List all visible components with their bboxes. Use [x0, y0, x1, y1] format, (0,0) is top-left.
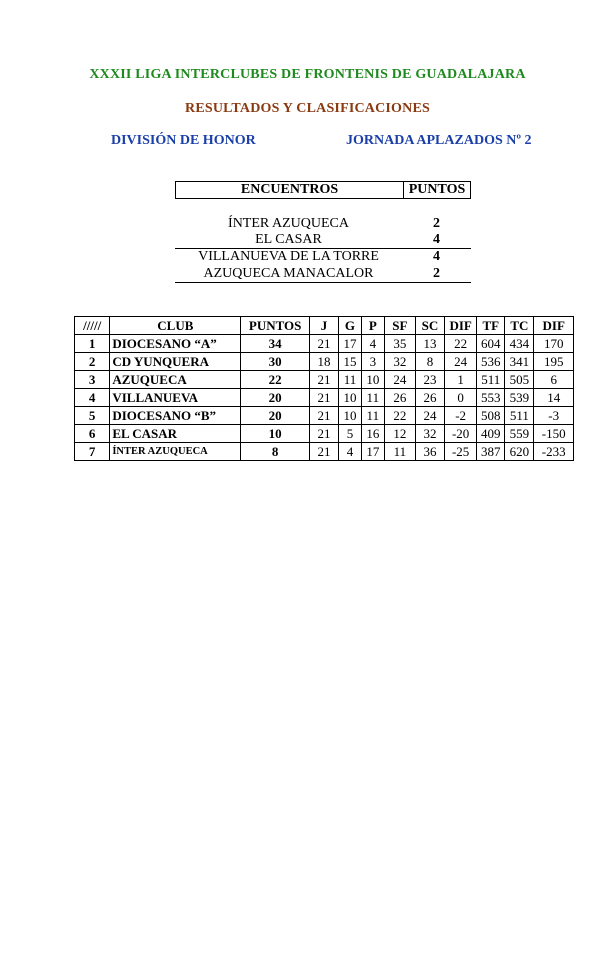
cell-sc: 36 — [415, 443, 444, 461]
cell-position: 2 — [75, 353, 110, 371]
cell-sc: 23 — [415, 371, 444, 389]
cell-dif-tantos: -150 — [534, 425, 574, 443]
col-header-sf: SF — [384, 317, 415, 335]
cell-position: 6 — [75, 425, 110, 443]
cell-g: 15 — [339, 353, 362, 371]
division-label: DIVISIÓN DE HONOR — [111, 133, 256, 148]
cell-sc: 26 — [415, 389, 444, 407]
cell-club: ÍNTER AZUQUECA — [110, 443, 241, 461]
cell-p: 17 — [361, 443, 384, 461]
cell-sf: 26 — [384, 389, 415, 407]
cell-sf: 32 — [384, 353, 415, 371]
cell-tf: 508 — [477, 407, 505, 425]
cell-dif-tantos: 6 — [534, 371, 574, 389]
encuentros-points: 2 — [433, 266, 440, 281]
cell-club: CD YUNQUERA — [110, 353, 241, 371]
cell-dif-tantos: -233 — [534, 443, 574, 461]
cell-tf: 604 — [477, 335, 505, 353]
table-row — [75, 371, 574, 389]
col-header-tc: TC — [505, 317, 534, 335]
standings-table — [74, 316, 574, 461]
cell-position: 5 — [75, 407, 110, 425]
cell-puntos: 20 — [241, 389, 310, 407]
cell-club: VILLANUEVA — [110, 389, 241, 407]
encuentros-points: 4 — [433, 249, 440, 264]
cell-puntos: 30 — [241, 353, 310, 371]
cell-p: 10 — [361, 371, 384, 389]
cell-position: 1 — [75, 335, 110, 353]
cell-tc: 511 — [505, 407, 534, 425]
col-header-dif-tantos: DIF — [534, 317, 574, 335]
cell-p: 4 — [361, 335, 384, 353]
cell-j: 21 — [309, 407, 338, 425]
cell-tf: 536 — [477, 353, 505, 371]
cell-p: 11 — [361, 407, 384, 425]
col-header-sc: SC — [415, 317, 444, 335]
standings-header-row — [75, 317, 574, 335]
cell-dif-sets: -2 — [445, 407, 477, 425]
cell-dif-tantos: -3 — [534, 407, 574, 425]
page-title: XXXII LIGA INTERCLUBES DE FRONTENIS DE GUADALAJARA — [89, 67, 526, 82]
cell-tc: 539 — [505, 389, 534, 407]
cell-p: 3 — [361, 353, 384, 371]
cell-puntos: 34 — [241, 335, 310, 353]
cell-puntos: 8 — [241, 443, 310, 461]
encuentros-col-points: PUNTOS — [408, 182, 466, 197]
cell-j: 21 — [309, 389, 338, 407]
encuentros-team: ÍNTER AZUQUECA — [228, 216, 349, 231]
cell-club: DIOCESANO “A” — [110, 335, 241, 353]
table-row — [75, 389, 574, 407]
cell-dif-sets: -25 — [445, 443, 477, 461]
cell-sc: 8 — [415, 353, 444, 371]
encuentros-row — [175, 266, 471, 283]
col-header-position: ///// — [75, 317, 110, 335]
cell-dif-tantos: 195 — [534, 353, 574, 371]
cell-puntos: 22 — [241, 371, 310, 389]
encuentros-team: AZUQUECA MANACALOR — [203, 266, 374, 281]
cell-p: 16 — [361, 425, 384, 443]
cell-tc: 434 — [505, 335, 534, 353]
cell-tc: 341 — [505, 353, 534, 371]
encuentros-row — [175, 232, 471, 249]
table-row — [75, 353, 574, 371]
cell-j: 21 — [309, 443, 338, 461]
cell-g: 10 — [339, 407, 362, 425]
encuentros-row — [175, 216, 471, 232]
encuentros-team: VILLANUEVA DE LA TORRE — [198, 249, 379, 264]
table-row — [75, 443, 574, 461]
col-header-g: G — [339, 317, 362, 335]
cell-dif-sets: 22 — [445, 335, 477, 353]
cell-sc: 13 — [415, 335, 444, 353]
cell-j: 21 — [309, 425, 338, 443]
cell-sf: 35 — [384, 335, 415, 353]
cell-j: 21 — [309, 371, 338, 389]
table-row — [75, 335, 574, 353]
cell-position: 4 — [75, 389, 110, 407]
cell-tf: 553 — [477, 389, 505, 407]
cell-tf: 387 — [477, 443, 505, 461]
cell-position: 3 — [75, 371, 110, 389]
cell-dif-tantos: 170 — [534, 335, 574, 353]
encuentros-team: EL CASAR — [255, 232, 322, 247]
cell-dif-sets: 0 — [445, 389, 477, 407]
cell-dif-sets: 24 — [445, 353, 477, 371]
table-row — [75, 407, 574, 425]
encuentros-col-teams: ENCUENTROS — [176, 182, 404, 198]
cell-sf: 12 — [384, 425, 415, 443]
cell-dif-sets: -20 — [445, 425, 477, 443]
col-header-puntos: PUNTOS — [241, 317, 310, 335]
cell-dif-tantos: 14 — [534, 389, 574, 407]
encuentros-points: 4 — [433, 232, 440, 247]
table-row — [75, 425, 574, 443]
encuentros-points: 2 — [433, 216, 440, 231]
encuentros-row — [175, 249, 471, 265]
cell-puntos: 20 — [241, 407, 310, 425]
cell-tf: 511 — [477, 371, 505, 389]
cell-g: 5 — [339, 425, 362, 443]
cell-sf: 24 — [384, 371, 415, 389]
cell-tc: 505 — [505, 371, 534, 389]
cell-p: 11 — [361, 389, 384, 407]
cell-club: DIOCESANO “B” — [110, 407, 241, 425]
page-subtitle: RESULTADOS Y CLASIFICACIONES — [185, 101, 430, 116]
cell-g: 11 — [339, 371, 362, 389]
cell-tc: 620 — [505, 443, 534, 461]
cell-tc: 559 — [505, 425, 534, 443]
col-header-club: CLUB — [110, 317, 241, 335]
cell-sf: 22 — [384, 407, 415, 425]
cell-position: 7 — [75, 443, 110, 461]
cell-club: EL CASAR — [110, 425, 241, 443]
cell-g: 17 — [339, 335, 362, 353]
jornada-label: JORNADA APLAZADOS Nº 2 — [346, 133, 532, 148]
cell-puntos: 10 — [241, 425, 310, 443]
cell-sf: 11 — [384, 443, 415, 461]
cell-dif-sets: 1 — [445, 371, 477, 389]
cell-tf: 409 — [477, 425, 505, 443]
cell-club: AZUQUECA — [110, 371, 241, 389]
cell-g: 10 — [339, 389, 362, 407]
cell-g: 4 — [339, 443, 362, 461]
col-header-tf: TF — [477, 317, 505, 335]
col-header-dif-sets: DIF — [445, 317, 477, 335]
col-header-j: J — [309, 317, 338, 335]
cell-j: 21 — [309, 335, 338, 353]
cell-sc: 32 — [415, 425, 444, 443]
cell-j: 18 — [309, 353, 338, 371]
col-header-p: P — [361, 317, 384, 335]
cell-sc: 24 — [415, 407, 444, 425]
encuentros-header — [175, 181, 471, 199]
